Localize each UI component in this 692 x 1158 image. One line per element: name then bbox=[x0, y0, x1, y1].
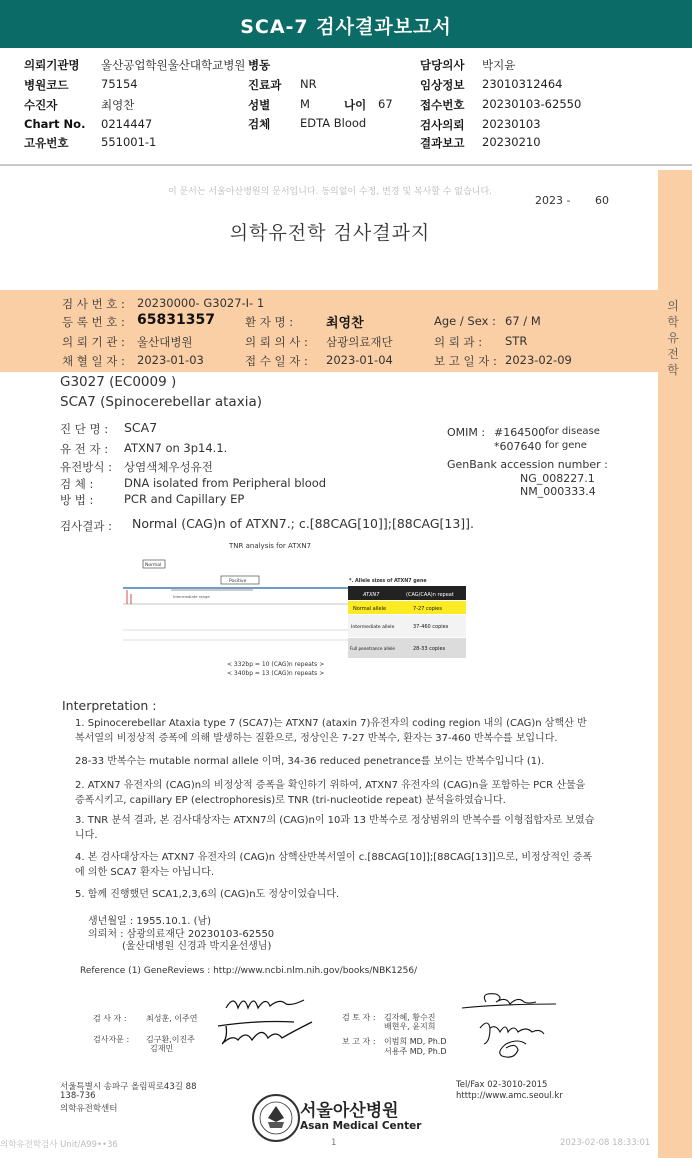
doc-year: 2023 - bbox=[535, 194, 571, 207]
tel: Tel/Fax 02-3010-2015 bbox=[456, 1080, 548, 1090]
normal-row-value: 7-27 copies bbox=[413, 606, 442, 612]
method: PCR and Capillary EP bbox=[124, 492, 245, 506]
doctor-value: 박지윤 bbox=[482, 58, 516, 72]
receipt2: 2023-01-04 bbox=[326, 353, 393, 367]
seal-icon bbox=[254, 1096, 298, 1140]
report-banner: SCA-7 검사결과보고서 bbox=[0, 0, 692, 48]
code-value: 75154 bbox=[101, 77, 138, 91]
genbank1: NG_008227.1 bbox=[520, 472, 595, 485]
side-title: 의학유전학 bbox=[667, 299, 679, 377]
report-label: 보 고 일 자 : bbox=[434, 354, 497, 368]
logo-en: Asan Medical Center bbox=[300, 1120, 422, 1132]
result-date-label: 결과보고 bbox=[420, 136, 465, 150]
address1: 서울특별시 송파구 올림픽로43길 88 bbox=[60, 1082, 197, 1092]
ward-label: 병동 bbox=[248, 58, 271, 72]
gene-label: 유 전 자 : bbox=[60, 442, 109, 456]
receipt-value: 20230103-62550 bbox=[482, 97, 582, 111]
doctor-label: 담당의사 bbox=[420, 58, 465, 72]
requester: 의뢰처 : 삼광의료재단 20230103-62550 bbox=[88, 929, 275, 940]
hospital-value: 울산공업학원울산대학교병원 bbox=[101, 58, 246, 72]
dept-label: 진료과 bbox=[248, 78, 282, 92]
asan-foundation-seal bbox=[252, 1094, 300, 1142]
advisor-label: 검사자문 : bbox=[93, 1035, 130, 1044]
gene: ATXN7 on 3p14.1. bbox=[124, 441, 228, 455]
reporter2: 서용주 MD, Ph.D bbox=[384, 1047, 447, 1056]
test-code: G3027 (EC0009 ) bbox=[60, 374, 177, 390]
caption-2: < 340bp = 13 (CAG)n repeats > bbox=[227, 670, 325, 677]
genbank2: NM_000333.4 bbox=[520, 485, 596, 498]
patient2: 최영찬 bbox=[326, 316, 364, 331]
diag: SCA7 bbox=[124, 420, 158, 435]
print-left: 의학유전학검사 Unit/A99••36 bbox=[0, 1140, 118, 1150]
clinical-label: 임상정보 bbox=[420, 78, 465, 92]
sex-value: M bbox=[300, 97, 310, 111]
inst-label: 의 뢰 기 관 : bbox=[62, 335, 125, 349]
dept-value: NR bbox=[300, 77, 317, 91]
report: 2023-02-09 bbox=[505, 353, 572, 367]
reviewer2: 배현우, 윤지희 bbox=[384, 1022, 436, 1031]
report-header bbox=[0, 48, 692, 166]
reporter: 이범희 MD, Ph.D bbox=[384, 1037, 447, 1046]
reviewer-label: 검 토 자 : bbox=[342, 1013, 376, 1022]
chart-value: 0214447 bbox=[101, 117, 153, 131]
patient-value: 최영찬 bbox=[101, 98, 135, 112]
full-row-value: 28-33 copies bbox=[413, 646, 446, 652]
request-value: 20230103 bbox=[482, 117, 541, 131]
patient-info-block bbox=[0, 290, 658, 372]
reg-no: 65831357 bbox=[137, 312, 215, 328]
unique-label: 고유번호 bbox=[24, 136, 69, 150]
method-label: 방 법 : bbox=[60, 493, 94, 507]
doc-title: 의학유전학 검사결과지 bbox=[229, 222, 431, 244]
interp-p2: 2. ATXN7 유전자의 (CAG)n의 비정상적 증폭을 확인하기 위하여, ATXN7 유전자의 (CAG)n을 포함하는 PCR 산물을 증폭시키고, capillary EP (electrophoresis)로 TNR (tri-nucleotide repeat) 분석을하였습니다. bbox=[75, 780, 586, 806]
dept2-label: 의 뢰 과 : bbox=[434, 335, 483, 349]
print-right: 2023-02-08 18:33:01 bbox=[560, 1138, 651, 1148]
intermediate-row-value: 37-460 copies bbox=[413, 624, 449, 630]
omim1: #164500 bbox=[494, 426, 546, 439]
interp-p1: 1. Spinocerebellar Ataxia type 7 (SCA7)는 ATXN7 (ataxin 7)유전자의 coding region 내의 (CAG)n 삼핵산 반복서열의 비정상적 증폭에 의해 발생하는 질환으로, 정상인은 7-27 반복수, 환자는 37-460 반복수를 보입니다. bbox=[75, 718, 587, 744]
omim2-note: for gene bbox=[545, 440, 587, 451]
inst2: 삼광의료재단 bbox=[326, 335, 393, 349]
result-date-value: 20230210 bbox=[482, 135, 541, 149]
copy-notice: 이 문서는 서울아산병원의 문서입니다. 동의없이 수정, 변경 및 복사할 수 없습니다. bbox=[167, 187, 493, 197]
allele-title: *. Allele sizes of ATXN7 gene bbox=[349, 579, 427, 584]
result: Normal (CAG)n of ATXN7.; c.[88CAG[10]];[88CAG[13]]. bbox=[132, 516, 475, 531]
test-no-label: 검 사 번 호 : bbox=[62, 297, 125, 311]
spec-label: 검 체 : bbox=[60, 477, 94, 491]
birth: 생년월일 : 1955.10.1. (남) bbox=[88, 916, 212, 927]
doc-page: 60 bbox=[595, 194, 609, 207]
interp-p4: 4. 본 검사대상자는 ATXN7 유전자의 (CAG)n 삼핵산반복서열이 c.[88CAG[10]];[88CAG[13]]으로, 비정상적인 증폭에 의한 SCA7 환자는 아닙니다. bbox=[75, 852, 593, 878]
agesex: 67 / M bbox=[505, 314, 541, 328]
reporter-label: 보 고 자 : bbox=[342, 1037, 376, 1046]
omim2: *607640 bbox=[494, 440, 542, 453]
age-value: 67 bbox=[378, 97, 393, 111]
scanned-report bbox=[0, 170, 692, 1158]
inst2-label: 의 뢰 의 사 : bbox=[245, 335, 308, 349]
figure-title: TNR analysis for ATXN7 bbox=[229, 542, 312, 550]
advisor2: 김재민 bbox=[150, 1044, 174, 1053]
specimen-value: EDTA Blood bbox=[300, 116, 367, 130]
clinical-value: 23010312464 bbox=[482, 77, 563, 91]
tnr-figure bbox=[113, 542, 499, 682]
full-row-name: Full penetrance allele bbox=[350, 646, 395, 651]
test-no: 20230000- G3027-I- 1 bbox=[137, 296, 265, 310]
sex-label: 성별 bbox=[248, 98, 271, 112]
url: htttp://www.amc.seoul.kr bbox=[456, 1091, 563, 1101]
specimen-label: 검체 bbox=[248, 117, 271, 131]
interp-p1b: 28-33 반복수는 mutable normal allele 이며, 34-36 reduced penetrance를 보이는 반복수입니다 (1). bbox=[75, 756, 545, 767]
requester2: (울산대병원 신경과 박지윤선생님) bbox=[122, 941, 272, 952]
inst: 울산대병원 bbox=[137, 335, 193, 349]
inherit: 상염색체우성유전 bbox=[124, 460, 213, 474]
receipt-label: 접수번호 bbox=[420, 98, 465, 112]
inherit-label: 유전방식 : bbox=[60, 460, 112, 474]
allele-col2: (CAG/CAA)n repeat bbox=[406, 592, 454, 598]
address2: 138-736 bbox=[60, 1091, 96, 1101]
normal-row-name: Normal allele bbox=[353, 606, 387, 612]
normal-bar-label: Normal bbox=[145, 563, 162, 568]
unique-value: 551001-1 bbox=[101, 135, 157, 149]
result-label: 검사결과 : bbox=[60, 519, 112, 533]
reference: Reference (1) GeneReviews : http://www.ncbi.nlm.nih.gov/books/NBK1256/ bbox=[80, 966, 418, 976]
interp-p5: 5. 함께 진행했던 SCA1,2,3,6의 (CAG)n도 정상이었습니다. bbox=[75, 889, 340, 900]
interpretation-title: Interpretation : bbox=[62, 698, 157, 713]
reg-no-label: 등 록 번 호 : bbox=[62, 315, 125, 329]
omim1-note: for disease bbox=[545, 426, 600, 437]
collect-label: 채 혈 일 자 : bbox=[62, 354, 125, 368]
patient-label: 수진자 bbox=[24, 98, 58, 112]
code-label: 병원코드 bbox=[24, 78, 69, 92]
dept2: STR bbox=[505, 334, 528, 348]
patient2-label: 환 자 명 : bbox=[245, 315, 294, 329]
signature-2 bbox=[456, 990, 566, 1070]
test-name: SCA7 (Spinocerebellar ataxia) bbox=[60, 394, 262, 410]
logo-ko: 서울아산병원 bbox=[300, 1101, 399, 1121]
positive-bar-label: Positive bbox=[229, 579, 247, 584]
intermediate-range-label: Intermediate range bbox=[173, 594, 210, 599]
intermediate-row-name: Intermediate allele bbox=[351, 625, 395, 630]
spec: DNA isolated from Peripheral blood bbox=[124, 476, 327, 490]
chart-label: Chart No. bbox=[24, 117, 86, 131]
allele-col1: ATXN7 bbox=[363, 592, 380, 598]
hospital-label: 의뢰기관명 bbox=[24, 58, 80, 72]
omim-label: OMIM : bbox=[447, 426, 486, 439]
reviewer: 김자혜, 황수진 bbox=[384, 1013, 436, 1022]
interp-p3: 3. TNR 분석 결과, 본 검사대상자는 ATXN7의 (CAG)n이 10과 13 반복수로 정상범위의 반복수를 이형접합자로 보였습니다. bbox=[75, 815, 595, 841]
genbank-label: GenBank accession number : bbox=[447, 458, 608, 471]
tester: 최성훈, 이주연 bbox=[146, 1014, 198, 1023]
print-center: 1 bbox=[331, 1138, 337, 1148]
age-label: 나이 bbox=[344, 98, 367, 112]
signature-1 bbox=[212, 990, 338, 1050]
collect: 2023-01-03 bbox=[137, 353, 204, 367]
agesex-label: Age / Sex : bbox=[434, 314, 496, 328]
address3: 의학유전학센터 bbox=[60, 1104, 118, 1114]
request-label: 검사의뢰 bbox=[420, 118, 465, 132]
receipt2-label: 접 수 일 자 : bbox=[245, 354, 308, 368]
caption-1: < 332bp = 10 (CAG)n repeats > bbox=[227, 661, 325, 668]
tester-label: 검 사 자 : bbox=[93, 1014, 127, 1023]
diag-label: 진 단 명 : bbox=[60, 422, 109, 436]
advisor: 김구환,이진주 bbox=[146, 1035, 195, 1044]
